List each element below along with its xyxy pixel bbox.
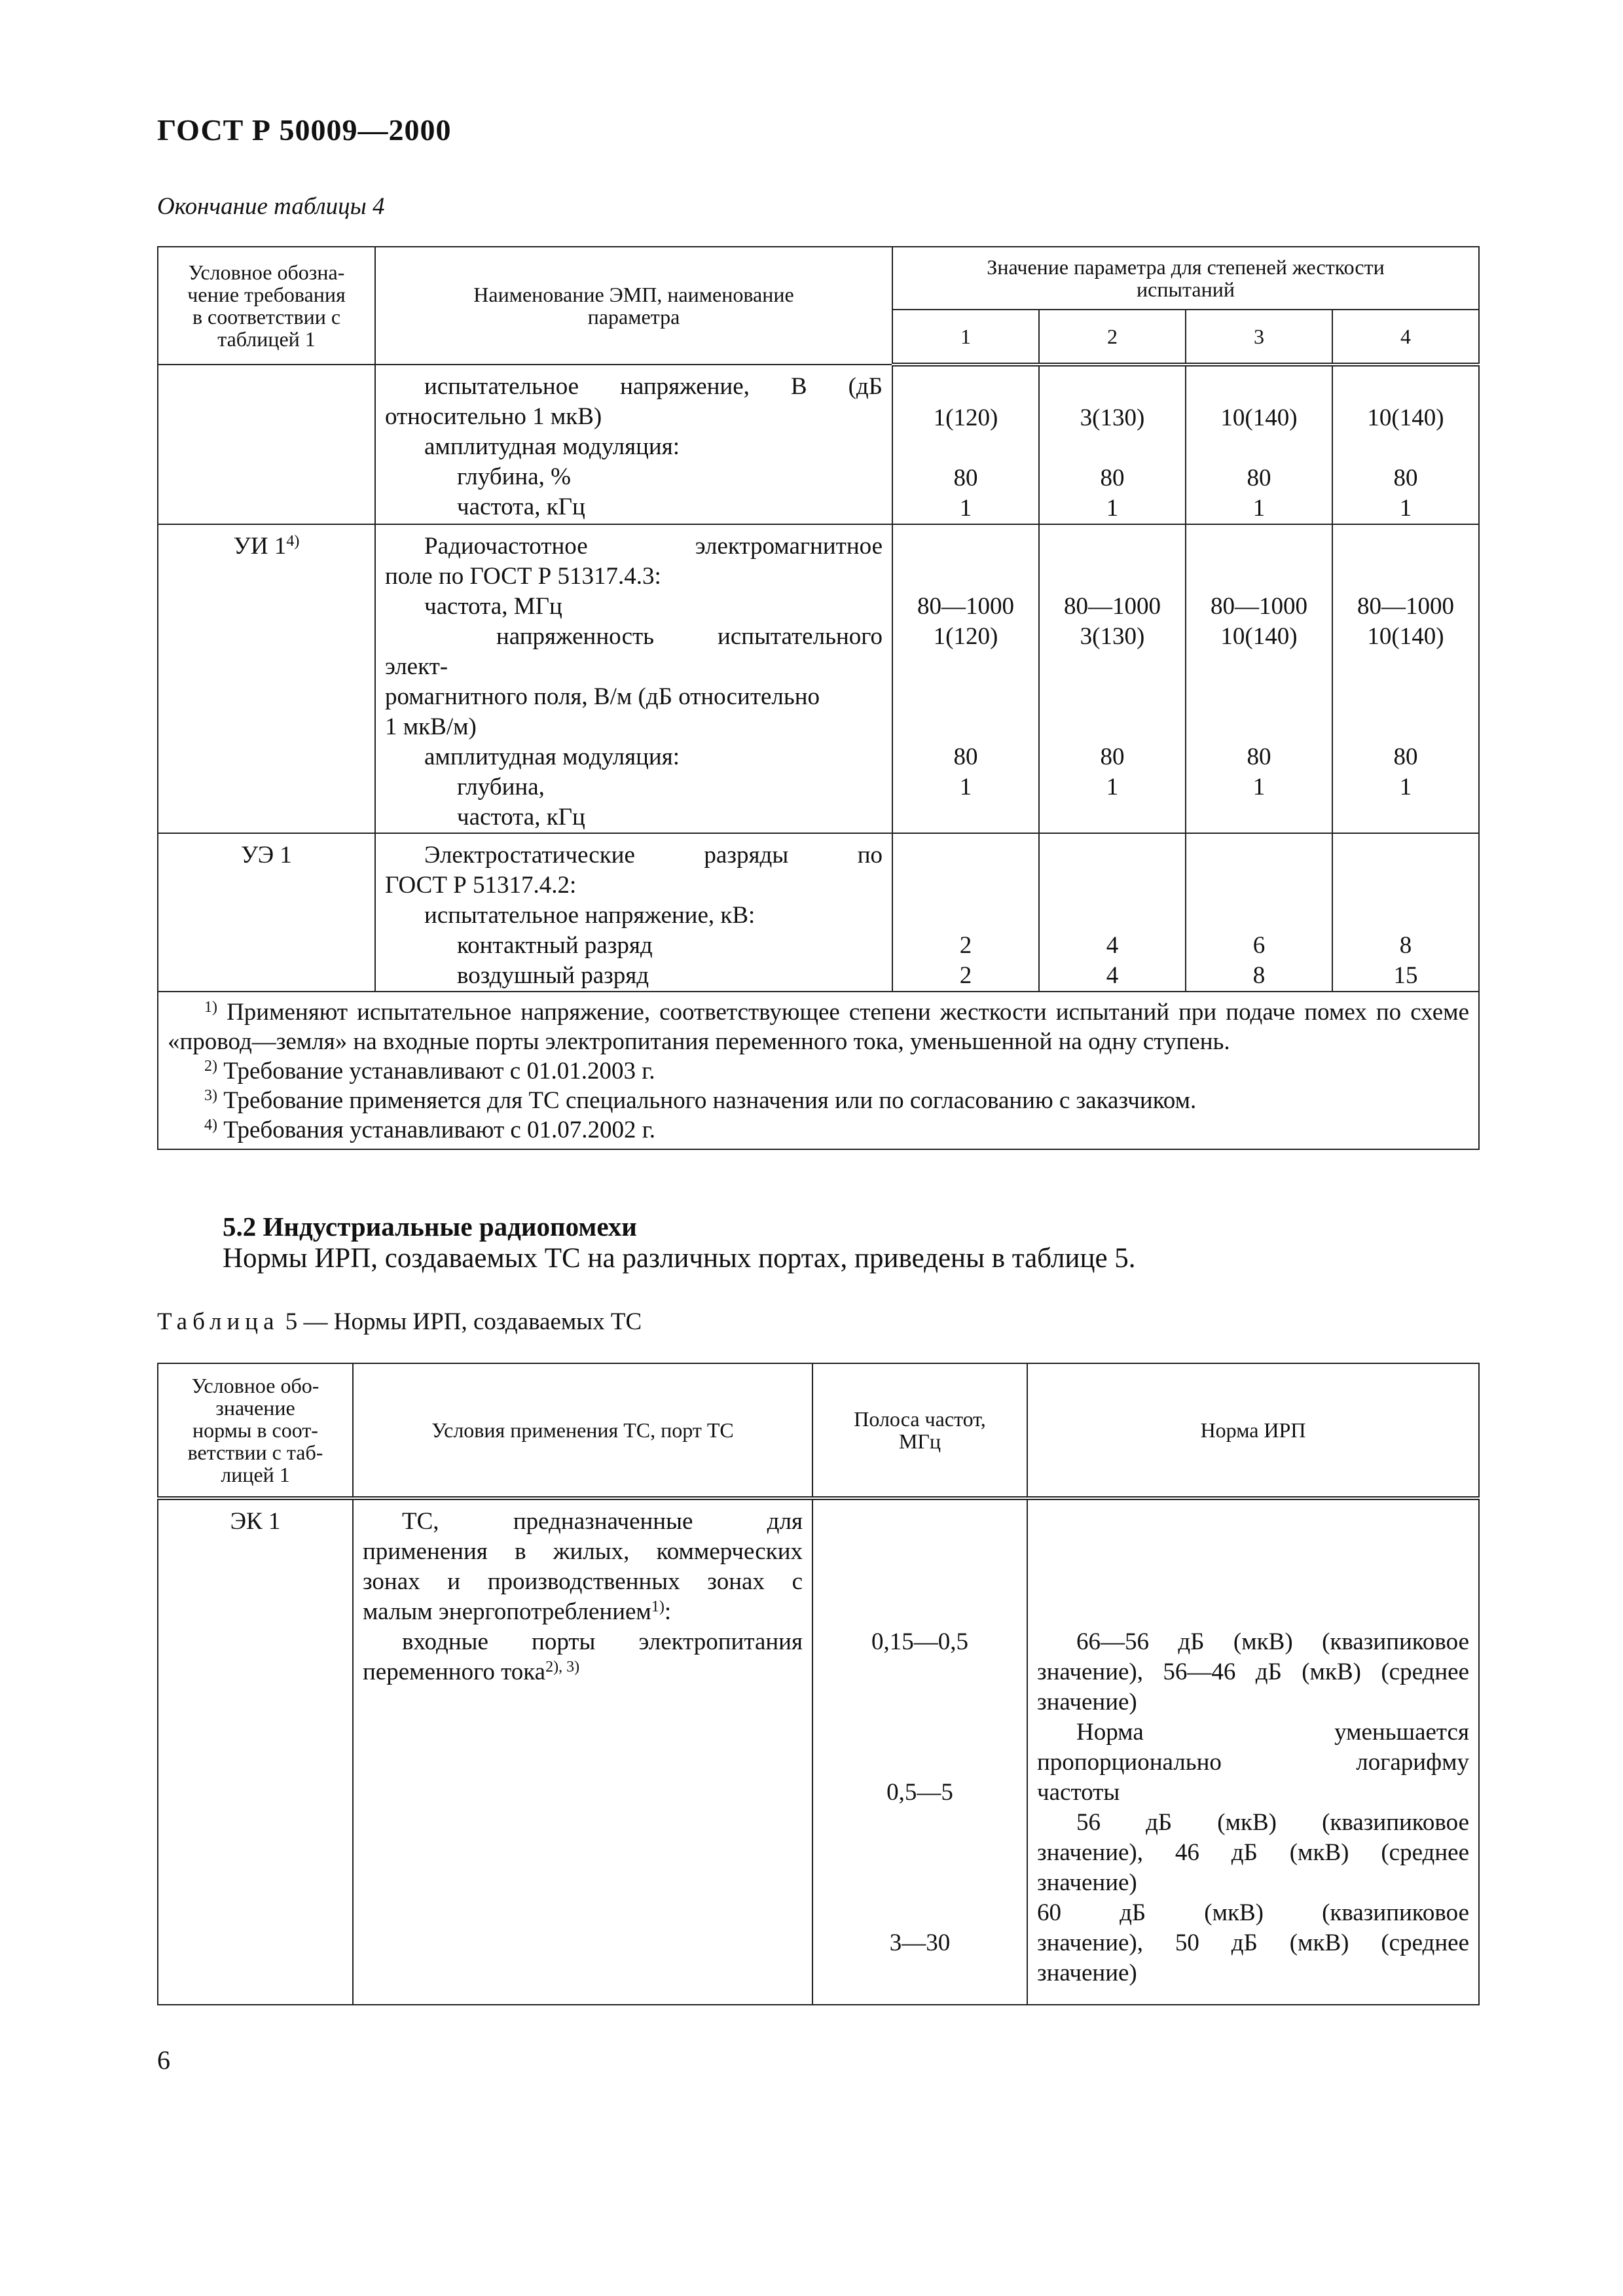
section-title: 5.2 Индустриальные радиопомехи [223,1211,637,1242]
document-code: ГОСТ Р 50009—2000 [157,113,452,147]
t4-code-cell: УЭ 1 [158,833,375,992]
table4-caption: Окончание таблицы 4 [157,193,385,220]
t4-values-level-4: 10(140) 80 1 [1332,365,1479,524]
t4-header-level-4: 4 [1332,310,1479,365]
t4-values-level-4: 80—1000 10(140) 80 1 [1332,524,1479,833]
page-number: 6 [157,2045,170,2075]
t4-header-level-1: 1 [892,310,1039,365]
t4-values-level-3: 10(140) 80 1 [1186,365,1332,524]
t4-values-level-2: 80—1000 3(130) 80 1 [1039,524,1186,833]
t4-footnotes-row [158,992,1479,1149]
t5-row-ek1 [158,1498,1479,2005]
section-text: Нормы ИРП, создаваемых ТС на различных портах, приведены в таблице 5. [223,1243,1136,1274]
band-3: 3—30 [889,1929,951,1956]
t4-header-code: Условное обозна- чение требования в соответствии с таблицей 1 [158,247,375,365]
t5-conditions-cell: ТС, предназначенные для применения в жилых, коммерческих зонах и производственных зонах с малым энергопотреблением$^{1)}$: входные порты электропитания переменного тока$^{2), 3)}$ [353,1498,812,2005]
band-1: 0,15—0,5 [871,1628,968,1655]
t5-band-cell [812,1498,1027,2005]
t4-values-level-4: 8 15 [1332,833,1479,992]
t5-header-band: Полоса частот, МГц [812,1363,1027,1498]
t4-row-ui1 [158,524,1479,833]
footnote-3: $^{3)}$ Требование применяется для ТС специального назначения или по согласованию с заказчиком. [204,1087,1197,1114]
t5-code-cell: ЭК 1 [158,1498,353,2005]
footnote-2: $^{2)}$ Требование устанавливают с 01.01.2003 г. [204,1058,655,1085]
t4-header-level-3: 3 [1186,310,1332,365]
table-5 [157,1363,1480,2005]
band-2: 0,5—5 [886,1779,953,1806]
t4-param-cell: испытательное напряжение, В (дБ относительно 1 мкВ) амплитудная модуляция: глубина, % частота, кГц [375,365,892,524]
table-4 [157,246,1480,1150]
t5-norm-cell: 66—56 дБ (мкВ) (квазипиковое значение), 56—46 дБ (мкВ) (среднее значение) Норма уменьшается пропорционально логарифму частоты 56 дБ (мкВ) (квазипиковое значение), 46 дБ (мкВ) (среднее значение) 60 дБ (мкВ) (квазипиковое значение), 50 дБ (мкВ) (среднее значение) [1027,1498,1479,2005]
t4-values-level-1: 1(120) 80 1 [892,365,1039,524]
t4-header-name: Наименование ЭМП, наименование параметра [375,247,892,365]
t4-code-cell [158,365,375,524]
t4-values-level-3: 6 8 [1186,833,1332,992]
table5-caption: Таблица 5 — Нормы ИРП, создаваемых ТС [157,1308,642,1335]
t4-param-cell: Электростатические разряды по ГОСТ Р 51317.4.2: испытательное напряжение, кВ: контактный разряд воздушный разряд [375,833,892,992]
t4-values-level-2: 3(130) 80 1 [1039,365,1186,524]
t4-code-cell: УИ 1$^{4)}$ [158,524,375,833]
footnote-1: $^{1)}$ Применяют испытательное напряжение, соответствующее степени жесткости испытаний при подаче помех по схеме «провод—земля» на входные порты электропитания переменного тока, уменьшенной на одну ступень. [168,999,1469,1055]
t4-row-ue1 [158,833,1479,992]
t5-header-conditions: Условия применения ТС, порт ТС [353,1363,812,1498]
t4-footnotes [158,992,1479,1149]
t4-values-level-1: 2 2 [892,833,1039,992]
t4-param-cell: Радиочастотное электромагнитное поле по ГОСТ Р 51317.4.3: частота, МГц напряженность испытательного элект- ромагнитного поля, В/м (дБ относительно 1 мкВ/м) амплитудная модуляция: глубина, частота, кГц [375,524,892,833]
footnote-4: $^{4)}$ Требования устанавливают с 01.07.2002 г. [204,1117,656,1143]
t4-header-levels-group: Значение параметра для степеней жесткости испытаний [892,247,1479,310]
t4-header-level-2: 2 [1039,310,1186,365]
t4-values-level-2: 4 4 [1039,833,1186,992]
t5-header-code: Условное обо- значение нормы в соот- ветствии с таб- лицей 1 [158,1363,353,1498]
t4-row-continuation [158,365,1479,524]
t4-values-level-1: 80—1000 1(120) 80 1 [892,524,1039,833]
t4-values-level-3: 80—1000 10(140) 80 1 [1186,524,1332,833]
t5-header-norm: Норма ИРП [1027,1363,1479,1498]
